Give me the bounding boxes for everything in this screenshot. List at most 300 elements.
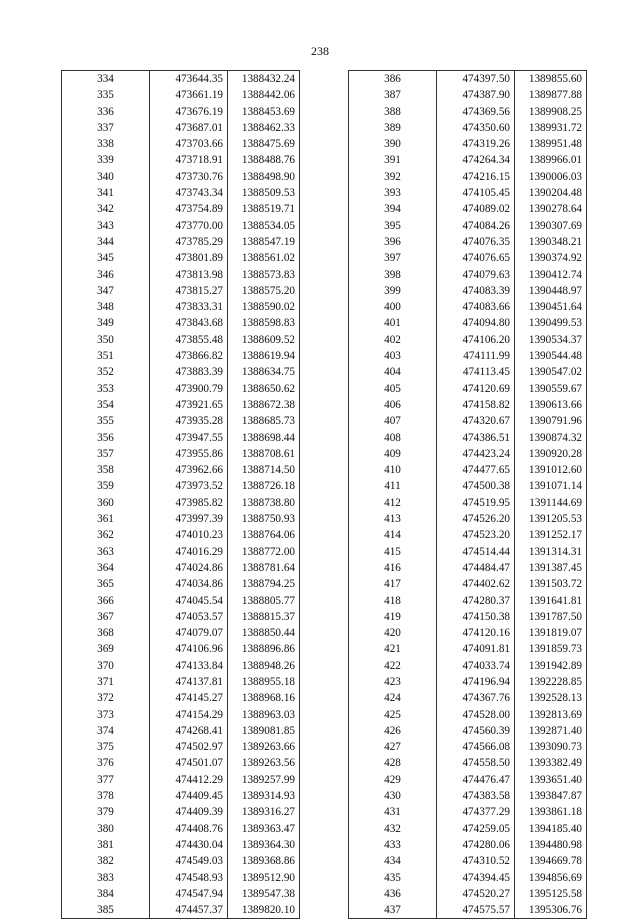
table-row (349, 250, 587, 266)
table-row (62, 218, 300, 234)
point-number-cell: 392 (349, 169, 437, 185)
y-coordinate-cell: 1390613.66 (515, 397, 587, 413)
coordinate-table-left (61, 70, 300, 919)
point-number-cell: 435 (349, 870, 437, 886)
y-coordinate-cell: 1388714.50 (228, 462, 300, 478)
x-coordinate-cell: 474560.39 (437, 723, 515, 739)
y-coordinate-cell: 1388805.77 (228, 593, 300, 609)
y-coordinate-cell: 1390348.21 (515, 234, 587, 250)
y-coordinate-cell: 1390791.96 (515, 413, 587, 429)
table-row (349, 886, 587, 902)
x-coordinate-cell: 474120.69 (437, 381, 515, 397)
y-coordinate-cell: 1393651.40 (515, 772, 587, 788)
point-number-cell: 357 (62, 446, 150, 462)
point-number-cell: 364 (62, 560, 150, 576)
x-coordinate-cell: 474528.00 (437, 707, 515, 723)
x-coordinate-cell: 474476.47 (437, 772, 515, 788)
point-number-cell: 356 (62, 430, 150, 446)
x-coordinate-cell: 474158.82 (437, 397, 515, 413)
point-number-cell: 390 (349, 136, 437, 152)
table-row (62, 430, 300, 446)
y-coordinate-cell: 1388685.73 (228, 413, 300, 429)
table-row (349, 348, 587, 364)
y-coordinate-cell: 1391387.45 (515, 560, 587, 576)
point-number-cell: 431 (349, 804, 437, 820)
y-coordinate-cell: 1389363.47 (228, 821, 300, 837)
x-coordinate-cell: 474523.20 (437, 527, 515, 543)
point-number-cell: 374 (62, 723, 150, 739)
table-row (349, 527, 587, 543)
x-coordinate-cell: 473935.28 (150, 413, 228, 429)
table-row (349, 446, 587, 462)
point-number-cell: 391 (349, 152, 437, 168)
point-number-cell: 375 (62, 739, 150, 755)
point-number-cell: 421 (349, 641, 437, 657)
x-coordinate-cell: 474120.16 (437, 625, 515, 641)
table-row (62, 381, 300, 397)
y-coordinate-cell: 1389820.10 (228, 902, 300, 919)
table-body (62, 71, 300, 919)
table-row (349, 609, 587, 625)
table-row (349, 397, 587, 413)
x-coordinate-cell: 474369.56 (437, 104, 515, 120)
y-coordinate-cell: 1389263.56 (228, 755, 300, 771)
point-number-cell: 430 (349, 788, 437, 804)
point-number-cell: 334 (62, 71, 150, 88)
y-coordinate-cell: 1388781.64 (228, 560, 300, 576)
y-coordinate-cell: 1388432.24 (228, 71, 300, 88)
x-coordinate-cell: 474320.67 (437, 413, 515, 429)
point-number-cell: 387 (349, 87, 437, 103)
point-number-cell: 338 (62, 136, 150, 152)
y-coordinate-cell: 1393861.18 (515, 804, 587, 820)
table-row (349, 462, 587, 478)
table-row (62, 902, 300, 919)
y-coordinate-cell: 1388488.76 (228, 152, 300, 168)
point-number-cell: 401 (349, 315, 437, 331)
y-coordinate-cell: 1389951.48 (515, 136, 587, 152)
x-coordinate-cell: 474520.27 (437, 886, 515, 902)
x-coordinate-cell: 474154.29 (150, 707, 228, 723)
point-number-cell: 434 (349, 853, 437, 869)
x-coordinate-cell: 474106.96 (150, 641, 228, 657)
point-number-cell: 428 (349, 755, 437, 771)
table-row (62, 136, 300, 152)
table-row (62, 707, 300, 723)
x-coordinate-cell: 474016.29 (150, 544, 228, 560)
x-coordinate-cell: 474034.86 (150, 576, 228, 592)
table-row (349, 332, 587, 348)
point-number-cell: 393 (349, 185, 437, 201)
x-coordinate-cell: 474106.20 (437, 332, 515, 348)
y-coordinate-cell: 1388726.18 (228, 478, 300, 494)
point-number-cell: 341 (62, 185, 150, 201)
y-coordinate-cell: 1388573.83 (228, 267, 300, 283)
x-coordinate-cell: 474045.54 (150, 593, 228, 609)
x-coordinate-cell: 473770.00 (150, 218, 228, 234)
table-row (62, 315, 300, 331)
x-coordinate-cell: 473644.35 (150, 71, 228, 88)
table-row (349, 201, 587, 217)
x-coordinate-cell: 474133.84 (150, 658, 228, 674)
y-coordinate-cell: 1388794.25 (228, 576, 300, 592)
x-coordinate-cell: 474387.90 (437, 87, 515, 103)
point-number-cell: 373 (62, 707, 150, 723)
table-row (62, 267, 300, 283)
y-coordinate-cell: 1391205.53 (515, 511, 587, 527)
table-row (349, 788, 587, 804)
y-coordinate-cell: 1391252.17 (515, 527, 587, 543)
table-row (62, 837, 300, 853)
table-row (349, 511, 587, 527)
y-coordinate-cell: 1388955.18 (228, 674, 300, 690)
table-row (62, 250, 300, 266)
x-coordinate-cell: 474548.93 (150, 870, 228, 886)
table-row (62, 804, 300, 820)
x-coordinate-cell: 474377.29 (437, 804, 515, 820)
x-coordinate-cell: 474076.35 (437, 234, 515, 250)
point-number-cell: 336 (62, 104, 150, 120)
x-coordinate-cell: 474412.29 (150, 772, 228, 788)
y-coordinate-cell: 1388442.06 (228, 87, 300, 103)
x-coordinate-cell: 473900.79 (150, 381, 228, 397)
y-coordinate-cell: 1394480.98 (515, 837, 587, 853)
point-number-cell: 348 (62, 299, 150, 315)
point-number-cell: 433 (349, 837, 437, 853)
point-number-cell: 353 (62, 381, 150, 397)
y-coordinate-cell: 1395306.76 (515, 902, 587, 919)
y-coordinate-cell: 1389364.30 (228, 837, 300, 853)
point-number-cell: 413 (349, 511, 437, 527)
x-coordinate-cell: 474514.44 (437, 544, 515, 560)
x-coordinate-cell: 474091.81 (437, 641, 515, 657)
point-number-cell: 349 (62, 315, 150, 331)
x-coordinate-cell: 474501.07 (150, 755, 228, 771)
x-coordinate-cell: 473833.31 (150, 299, 228, 315)
table-row (349, 364, 587, 380)
y-coordinate-cell: 1390448.97 (515, 283, 587, 299)
y-coordinate-cell: 1388672.38 (228, 397, 300, 413)
table-row (62, 413, 300, 429)
x-coordinate-cell: 474010.23 (150, 527, 228, 543)
table-row (62, 527, 300, 543)
y-coordinate-cell: 1388634.75 (228, 364, 300, 380)
x-coordinate-cell: 474502.97 (150, 739, 228, 755)
point-number-cell: 376 (62, 755, 150, 771)
table-row (349, 152, 587, 168)
point-number-cell: 404 (349, 364, 437, 380)
point-number-cell: 429 (349, 772, 437, 788)
table-row (62, 821, 300, 837)
table-row (349, 71, 587, 88)
x-coordinate-cell: 473743.34 (150, 185, 228, 201)
point-number-cell: 420 (349, 625, 437, 641)
point-number-cell: 360 (62, 495, 150, 511)
point-number-cell: 408 (349, 430, 437, 446)
x-coordinate-cell: 474409.45 (150, 788, 228, 804)
point-number-cell: 365 (62, 576, 150, 592)
x-coordinate-cell: 474053.57 (150, 609, 228, 625)
x-coordinate-cell: 474216.15 (437, 169, 515, 185)
table-row (62, 87, 300, 103)
point-number-cell: 368 (62, 625, 150, 641)
point-number-cell: 337 (62, 120, 150, 136)
table-row (62, 332, 300, 348)
x-coordinate-cell: 474558.50 (437, 755, 515, 771)
y-coordinate-cell: 1389081.85 (228, 723, 300, 739)
x-coordinate-cell: 473813.98 (150, 267, 228, 283)
x-coordinate-cell: 474259.05 (437, 821, 515, 837)
y-coordinate-cell: 1388750.93 (228, 511, 300, 527)
table-row (62, 723, 300, 739)
point-number-cell: 427 (349, 739, 437, 755)
table-row (349, 690, 587, 706)
point-number-cell: 369 (62, 641, 150, 657)
table-row (349, 739, 587, 755)
x-coordinate-cell: 474457.37 (150, 902, 228, 919)
point-number-cell: 367 (62, 609, 150, 625)
table-row (62, 560, 300, 576)
table-row (349, 755, 587, 771)
point-number-cell: 394 (349, 201, 437, 217)
y-coordinate-cell: 1394856.69 (515, 870, 587, 886)
table-row (62, 511, 300, 527)
x-coordinate-cell: 474575.57 (437, 902, 515, 919)
table-row (62, 495, 300, 511)
x-coordinate-cell: 474430.04 (150, 837, 228, 853)
table-row (62, 690, 300, 706)
point-number-cell: 436 (349, 886, 437, 902)
point-number-cell: 398 (349, 267, 437, 283)
x-coordinate-cell: 473883.39 (150, 364, 228, 380)
point-number-cell: 371 (62, 674, 150, 690)
point-number-cell: 361 (62, 511, 150, 527)
point-number-cell: 424 (349, 690, 437, 706)
point-number-cell: 363 (62, 544, 150, 560)
table-row (349, 267, 587, 283)
y-coordinate-cell: 1390278.64 (515, 201, 587, 217)
y-coordinate-cell: 1388738.80 (228, 495, 300, 511)
table-row (62, 185, 300, 201)
y-coordinate-cell: 1388619.94 (228, 348, 300, 364)
y-coordinate-cell: 1390451.64 (515, 299, 587, 315)
y-coordinate-cell: 1388764.06 (228, 527, 300, 543)
point-number-cell: 380 (62, 821, 150, 837)
table-row (62, 71, 300, 88)
x-coordinate-cell: 474500.38 (437, 478, 515, 494)
x-coordinate-cell: 473718.91 (150, 152, 228, 168)
x-coordinate-cell: 474024.86 (150, 560, 228, 576)
y-coordinate-cell: 1390874.32 (515, 430, 587, 446)
point-number-cell: 412 (349, 495, 437, 511)
table-row (349, 902, 587, 919)
x-coordinate-cell: 473785.29 (150, 234, 228, 250)
x-coordinate-cell: 474383.58 (437, 788, 515, 804)
y-coordinate-cell: 1389257.99 (228, 772, 300, 788)
point-number-cell: 382 (62, 853, 150, 869)
point-number-cell: 405 (349, 381, 437, 397)
y-coordinate-cell: 1389316.27 (228, 804, 300, 820)
point-number-cell: 426 (349, 723, 437, 739)
table-row (349, 136, 587, 152)
point-number-cell: 416 (349, 560, 437, 576)
table-row (349, 430, 587, 446)
point-number-cell: 417 (349, 576, 437, 592)
y-coordinate-cell: 1395125.58 (515, 886, 587, 902)
point-number-cell: 384 (62, 886, 150, 902)
y-coordinate-cell: 1393382.49 (515, 755, 587, 771)
table-row (62, 234, 300, 250)
table-row (62, 788, 300, 804)
table-row (62, 120, 300, 136)
table-row (349, 658, 587, 674)
table-row (62, 348, 300, 364)
table-row (349, 283, 587, 299)
table-row (62, 478, 300, 494)
y-coordinate-cell: 1390412.74 (515, 267, 587, 283)
point-number-cell: 378 (62, 788, 150, 804)
y-coordinate-cell: 1393847.87 (515, 788, 587, 804)
point-number-cell: 379 (62, 804, 150, 820)
table-row (349, 218, 587, 234)
x-coordinate-cell: 473676.19 (150, 104, 228, 120)
point-number-cell: 359 (62, 478, 150, 494)
y-coordinate-cell: 1389931.72 (515, 120, 587, 136)
x-coordinate-cell: 474477.65 (437, 462, 515, 478)
point-number-cell: 386 (349, 71, 437, 88)
table-row (62, 886, 300, 902)
point-number-cell: 339 (62, 152, 150, 168)
point-number-cell: 423 (349, 674, 437, 690)
table-row (62, 169, 300, 185)
table-body (349, 71, 587, 919)
y-coordinate-cell: 1388896.86 (228, 641, 300, 657)
table-row (349, 169, 587, 185)
point-number-cell: 346 (62, 267, 150, 283)
point-number-cell: 362 (62, 527, 150, 543)
y-coordinate-cell: 1394185.40 (515, 821, 587, 837)
x-coordinate-cell: 473962.66 (150, 462, 228, 478)
y-coordinate-cell: 1388598.83 (228, 315, 300, 331)
x-coordinate-cell: 474150.38 (437, 609, 515, 625)
page-number: 238 (311, 44, 329, 58)
y-coordinate-cell: 1388498.90 (228, 169, 300, 185)
x-coordinate-cell: 473815.27 (150, 283, 228, 299)
y-coordinate-cell: 1388509.53 (228, 185, 300, 201)
table-row (62, 674, 300, 690)
x-coordinate-cell: 473985.82 (150, 495, 228, 511)
y-coordinate-cell: 1391859.73 (515, 641, 587, 657)
x-coordinate-cell: 474113.45 (437, 364, 515, 380)
table-row (349, 707, 587, 723)
y-coordinate-cell: 1391819.07 (515, 625, 587, 641)
table-row (349, 837, 587, 853)
x-coordinate-cell: 473661.19 (150, 87, 228, 103)
y-coordinate-cell: 1389855.60 (515, 71, 587, 88)
y-coordinate-cell: 1389547.38 (228, 886, 300, 902)
point-number-cell: 354 (62, 397, 150, 413)
point-number-cell: 342 (62, 201, 150, 217)
table-row (62, 446, 300, 462)
y-coordinate-cell: 1391641.81 (515, 593, 587, 609)
x-coordinate-cell: 473687.01 (150, 120, 228, 136)
y-coordinate-cell: 1392228.85 (515, 674, 587, 690)
table-row (62, 544, 300, 560)
point-number-cell: 358 (62, 462, 150, 478)
table-row (62, 755, 300, 771)
x-coordinate-cell: 473754.89 (150, 201, 228, 217)
x-coordinate-cell: 474547.94 (150, 886, 228, 902)
table-row (349, 381, 587, 397)
x-coordinate-cell: 474033.74 (437, 658, 515, 674)
table-row (62, 870, 300, 886)
y-coordinate-cell: 1389368.86 (228, 853, 300, 869)
x-coordinate-cell: 473947.55 (150, 430, 228, 446)
y-coordinate-cell: 1390534.37 (515, 332, 587, 348)
y-coordinate-cell: 1391503.72 (515, 576, 587, 592)
x-coordinate-cell: 473866.82 (150, 348, 228, 364)
x-coordinate-cell: 474526.20 (437, 511, 515, 527)
y-coordinate-cell: 1389314.93 (228, 788, 300, 804)
y-coordinate-cell: 1388575.20 (228, 283, 300, 299)
point-number-cell: 377 (62, 772, 150, 788)
table-row (349, 315, 587, 331)
point-number-cell: 352 (62, 364, 150, 380)
table-row (62, 739, 300, 755)
table-row (62, 283, 300, 299)
x-coordinate-cell: 474137.81 (150, 674, 228, 690)
y-coordinate-cell: 1392871.40 (515, 723, 587, 739)
table-row (349, 870, 587, 886)
table-row (62, 462, 300, 478)
x-coordinate-cell: 474409.39 (150, 804, 228, 820)
coordinate-table-right (348, 70, 587, 919)
table-row (349, 821, 587, 837)
x-coordinate-cell: 474280.06 (437, 837, 515, 853)
x-coordinate-cell: 474484.47 (437, 560, 515, 576)
y-coordinate-cell: 1388547.19 (228, 234, 300, 250)
table-row (349, 772, 587, 788)
table-row (349, 641, 587, 657)
y-coordinate-cell: 1388561.02 (228, 250, 300, 266)
point-number-cell: 385 (62, 902, 150, 919)
x-coordinate-cell: 474386.51 (437, 430, 515, 446)
table-row (349, 495, 587, 511)
point-number-cell: 370 (62, 658, 150, 674)
x-coordinate-cell: 474350.60 (437, 120, 515, 136)
point-number-cell: 414 (349, 527, 437, 543)
y-coordinate-cell: 1390547.02 (515, 364, 587, 380)
y-coordinate-cell: 1392813.69 (515, 707, 587, 723)
x-coordinate-cell: 474394.45 (437, 870, 515, 886)
y-coordinate-cell: 1388698.44 (228, 430, 300, 446)
point-number-cell: 396 (349, 234, 437, 250)
table-row (62, 853, 300, 869)
table-row (349, 478, 587, 494)
x-coordinate-cell: 474408.76 (150, 821, 228, 837)
y-coordinate-cell: 1390559.67 (515, 381, 587, 397)
table-row (62, 201, 300, 217)
point-number-cell: 419 (349, 609, 437, 625)
point-number-cell: 422 (349, 658, 437, 674)
table-row (349, 413, 587, 429)
table-row (62, 609, 300, 625)
point-number-cell: 415 (349, 544, 437, 560)
y-coordinate-cell: 1391071.14 (515, 478, 587, 494)
y-coordinate-cell: 1391942.89 (515, 658, 587, 674)
point-number-cell: 411 (349, 478, 437, 494)
y-coordinate-cell: 1388609.52 (228, 332, 300, 348)
